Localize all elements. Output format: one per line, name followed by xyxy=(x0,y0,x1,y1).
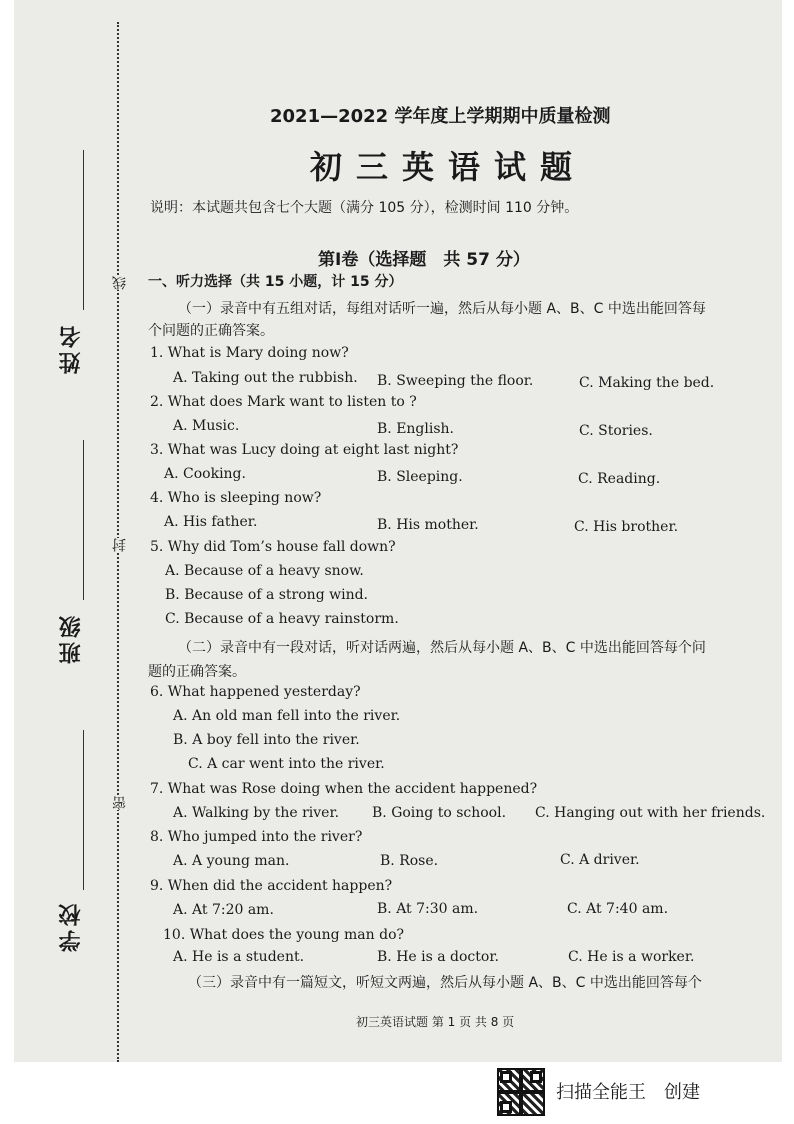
question-2: 2. What does Mark want to listen to ? xyxy=(150,394,417,410)
option-a: A. Taking out the rubbish. xyxy=(173,370,358,386)
question-8: 8. Who jumped into the river? xyxy=(150,829,363,845)
option-b: B. His mother. xyxy=(377,517,479,533)
option-a: A. Walking by the river. xyxy=(173,805,340,821)
question-7: 7. What was Rose doing when the accident happened? xyxy=(150,781,538,797)
page-footer: 初三英语试题 第 1 页 共 8 页 xyxy=(356,1015,515,1029)
exam-title: 2021—2022 学年度上学期期中质量检测 xyxy=(270,106,611,127)
option-b: B. Sleeping. xyxy=(377,469,463,485)
name-label: 姓名 xyxy=(59,322,84,374)
name-blank xyxy=(83,150,84,310)
subject-title: 初三英语试题 xyxy=(310,148,587,186)
option-b: B. He is a doctor. xyxy=(377,949,499,965)
exam-note: 说明：本试题共包含七个大题（满分 105 分），检测时间 110 分钟。 xyxy=(150,200,579,216)
instruction-1: （一）录音中有五组对话，每组对话听一遍，然后从每小题 A、B、C 中选出能回答每 xyxy=(178,301,706,317)
option-c: C. He is a worker. xyxy=(568,949,695,965)
option-b: B. Rose. xyxy=(380,853,439,869)
option-b: B. At 7:30 am. xyxy=(377,901,479,917)
question-1: 1. What is Mary doing now? xyxy=(150,345,349,361)
class-blank xyxy=(83,440,84,600)
instruction-1-cont: 个问题的正确答案。 xyxy=(148,323,274,339)
option-a: A. An old man fell into the river. xyxy=(173,708,401,724)
option-c: C. Making the bed. xyxy=(579,375,715,391)
option-a: A. He is a student. xyxy=(173,949,305,965)
option-c: C. His brother. xyxy=(574,519,679,535)
option-b: B. Because of a strong wind. xyxy=(165,587,368,603)
qr-code-icon xyxy=(497,1068,545,1116)
option-a: A. Cooking. xyxy=(164,466,246,482)
seal-mark-seal: 封 xyxy=(112,538,128,552)
question-10: 10. What does the young man do? xyxy=(163,927,405,943)
option-b: B. Going to school. xyxy=(372,805,507,821)
instruction-3: （三）录音中有一篇短文，听短文两遍，然后从每小题 A、B、C 中选出能回答每个 xyxy=(188,975,702,991)
option-b: B. A boy fell into the river. xyxy=(173,732,360,748)
instruction-2-cont: 题的正确答案。 xyxy=(148,664,246,680)
option-c: C. Reading. xyxy=(578,471,661,487)
question-3: 3. What was Lucy doing at eight last night? xyxy=(150,442,459,458)
option-c: C. A driver. xyxy=(560,852,640,868)
seal-mark-line: 线 xyxy=(112,276,128,290)
part-title: 第Ⅰ卷（选择题 共 57 分） xyxy=(318,250,530,270)
scanner-watermark: 扫描全能王 创建 xyxy=(556,1082,700,1103)
option-c: C. Hanging out with her friends. xyxy=(535,805,766,821)
option-b: B. Sweeping the floor. xyxy=(377,373,534,389)
question-4: 4. Who is sleeping now? xyxy=(150,490,322,506)
section-heading: 一、听力选择（共 15 小题，计 15 分） xyxy=(148,274,403,290)
option-c: C. At 7:40 am. xyxy=(567,901,669,917)
option-a: A. At 7:20 am. xyxy=(173,902,274,918)
seal-mark-secret: 密 xyxy=(112,796,128,810)
option-b: B. English. xyxy=(377,421,454,437)
question-6: 6. What happened yesterday? xyxy=(150,684,361,700)
option-c: C. Because of a heavy rainstorm. xyxy=(165,611,399,627)
option-c: C. Stories. xyxy=(579,423,653,439)
school-label: 学校 xyxy=(59,900,84,952)
option-a: A. His father. xyxy=(164,514,258,530)
class-label: 班级 xyxy=(59,612,84,664)
option-c: C. A car went into the river. xyxy=(188,756,385,772)
school-blank xyxy=(83,730,84,890)
option-a: A. Music. xyxy=(173,418,240,434)
question-9: 9. When did the accident happen? xyxy=(150,878,393,894)
option-a: A. Because of a heavy snow. xyxy=(165,563,364,579)
option-a: A. A young man. xyxy=(173,853,290,869)
question-5: 5. Why did Tom’s house fall down? xyxy=(150,539,396,555)
instruction-2: （二）录音中有一段对话，听对话两遍，然后从每小题 A、B、C 中选出能回答每个问 xyxy=(178,640,706,656)
